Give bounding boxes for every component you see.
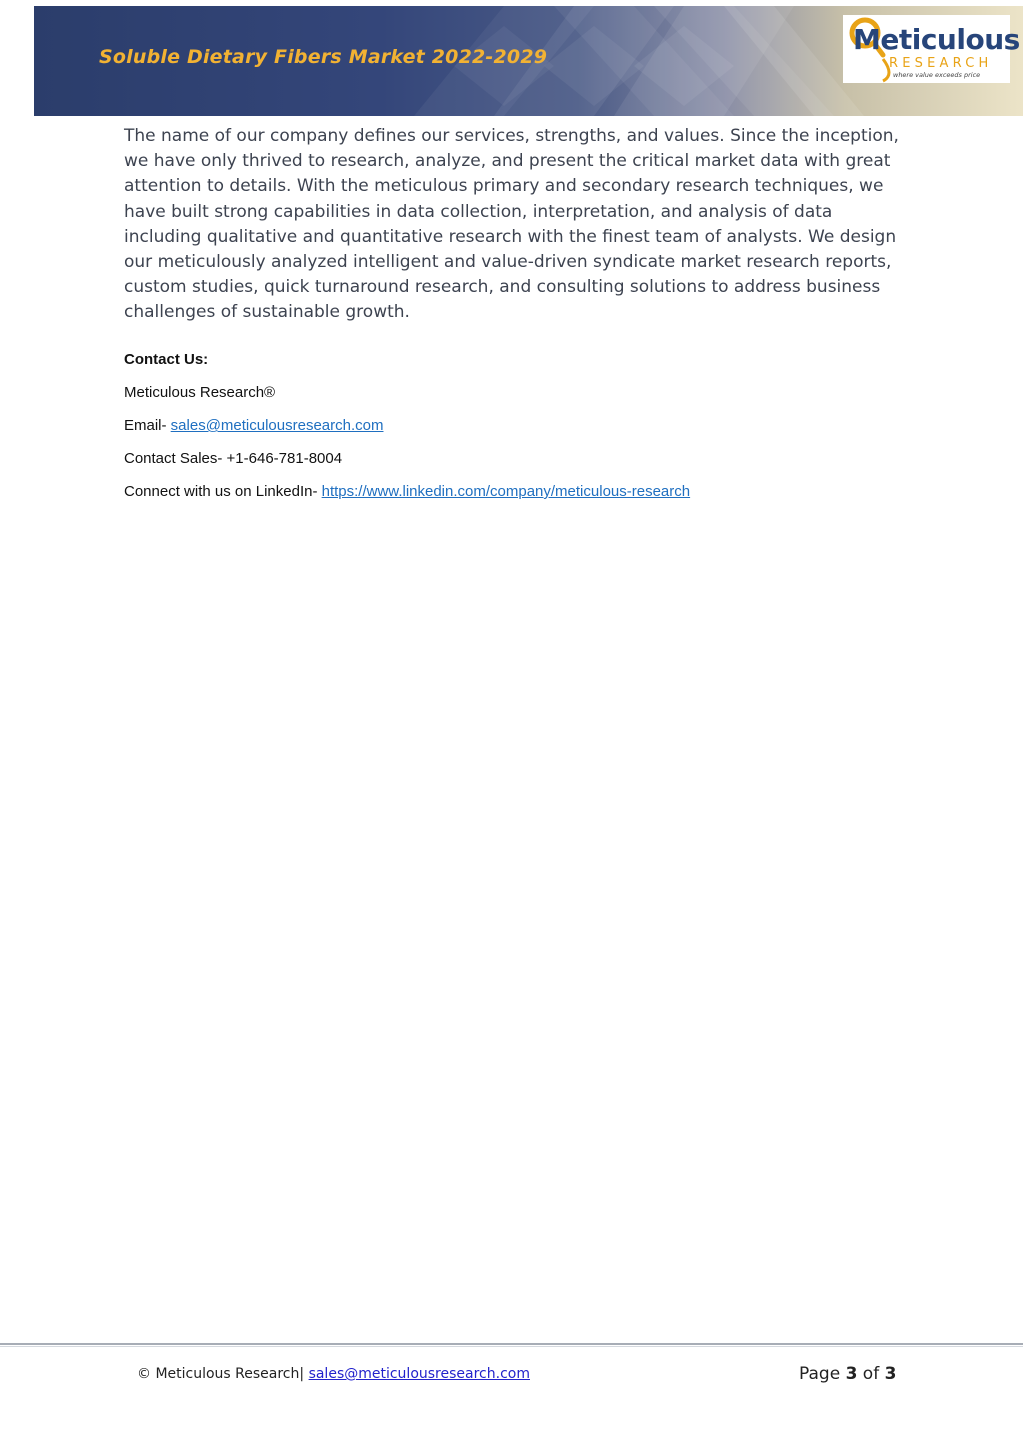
footer-email-link[interactable]: sales@meticulousresearch.com (308, 1366, 530, 1382)
contact-linkedin-line (124, 483, 690, 500)
email-link[interactable]: sales@meticulousresearch.com (170, 417, 384, 434)
footer-copyright (137, 1366, 530, 1382)
page-label: Page (799, 1364, 846, 1384)
contact-company: Meticulous Research® (124, 384, 276, 401)
company-description: The name of our company defines our services, strengths, and values. Since the inception, we have only thrived to research, analyze, and present the critical market data with great attention to details. With the meticulous primary and secondary research techniques, we have built strong capabilities in data collection, interpretation, and analysis of data including qualitative and quantitative research with the finest team of analysts. We design our meticulously analyzed intelligent and value-driven syndicate market research reports, custom studies, quick turnaround research, and consulting solutions to address business challenges of sustainable growth. (124, 126, 899, 323)
contact-sales: Contact Sales- +1-646-781-8004 (124, 450, 343, 467)
linkedin-link[interactable]: https://www.linkedin.com/company/meticulous-research (321, 483, 691, 500)
logo-wordmark: Meticulous (853, 23, 1020, 56)
logo-subtitle: RESEARCH (889, 56, 993, 71)
report-title: Soluble Dietary Fibers Market 2022-2029 (99, 46, 548, 68)
company-logo (843, 15, 1020, 83)
page-current: 3 (845, 1364, 858, 1384)
logo-tagline: where value exceeds price (893, 71, 981, 79)
header-banner (34, 6, 1023, 116)
contact-email-line (124, 417, 383, 434)
footer-divider (0, 1343, 1023, 1345)
contact-heading: Contact Us: (124, 351, 209, 368)
copyright-text: © Meticulous Research| (137, 1366, 309, 1382)
page-number (799, 1364, 896, 1384)
page-total: 3 (884, 1364, 897, 1384)
page-of: of (857, 1364, 885, 1384)
linkedin-label: Connect with us on LinkedIn- (124, 483, 322, 500)
footer-divider-light (0, 1346, 1023, 1347)
email-label: Email- (124, 417, 171, 434)
